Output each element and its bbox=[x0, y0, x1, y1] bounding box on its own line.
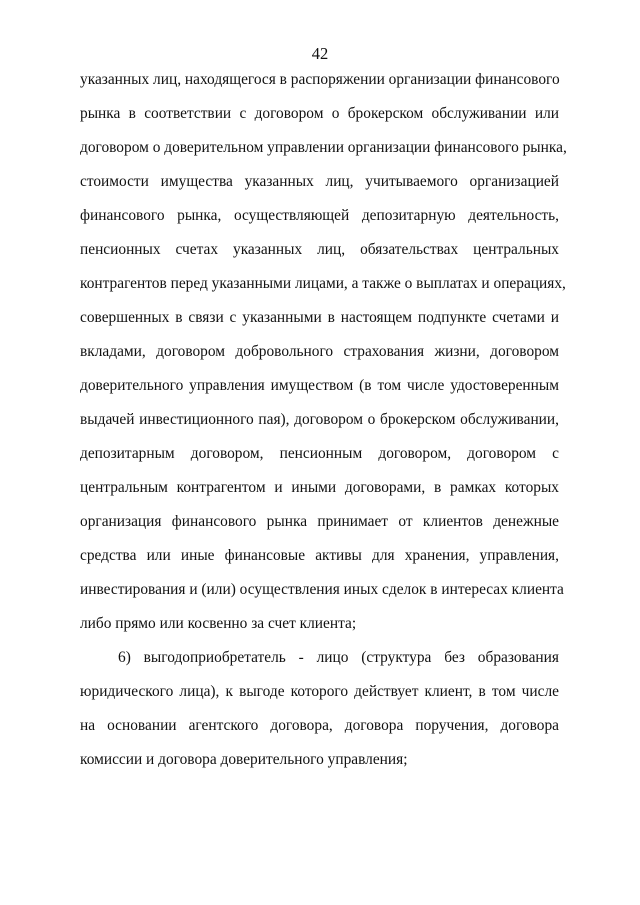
paragraph-2 bbox=[80, 644, 559, 780]
text-line: доверительного управления имуществом (в том числе удостоверенным bbox=[80, 377, 559, 394]
text-line: центральным контрагентом и иными договорами, в рамках которых bbox=[80, 479, 559, 496]
text-line: выдачей инвестиционного пая), договором о брокерском обслуживании, bbox=[80, 411, 559, 428]
text-line: контрагентов перед указанными лицами, а также о выплатах и операциях, bbox=[80, 275, 566, 292]
text-line: вкладами, договором добровольного страхования жизни, договором bbox=[80, 343, 559, 360]
text-line: юридического лица), к выгоде которого действует клиент, в том числе bbox=[80, 683, 559, 700]
text-line: комиссии и договора доверительного управления; bbox=[80, 751, 408, 768]
text-line: договором о доверительном управлении организации финансового рынка, bbox=[80, 139, 567, 156]
text-line: пенсионных счетах указанных лиц, обязательствах центральных bbox=[80, 241, 559, 258]
text-line: стоимости имущества указанных лиц, учитываемого организацией bbox=[80, 173, 559, 190]
text-line: указанных лиц, находящегося в распоряжении организации финансового bbox=[80, 71, 560, 88]
text-line: либо прямо или косвенно за счет клиента; bbox=[80, 615, 357, 632]
paragraph-1 bbox=[80, 66, 567, 644]
body-text bbox=[80, 66, 567, 780]
text-line: средства или иные финансовые активы для хранения, управления, bbox=[80, 547, 559, 564]
page-number: 42 bbox=[311, 44, 329, 63]
text-line: 6) выгодоприобретатель - лицо (структура без образования bbox=[118, 649, 559, 666]
text-line: рынка в соответствии с договором о брокерском обслуживании или bbox=[80, 105, 559, 122]
text-line: на основании агентского договора, договора поручения, договора bbox=[80, 717, 559, 734]
text-line: депозитарным договором, пенсионным договором, договором с bbox=[80, 445, 559, 462]
text-line: инвестирования и (или) осуществления иных сделок в интересах клиента bbox=[80, 581, 564, 598]
text-line: финансового рынка, осуществляющей депозитарную деятельность, bbox=[80, 207, 559, 224]
text-line: совершенных в связи с указанными в настоящем подпункте счетами и bbox=[80, 309, 559, 326]
text-line: организация финансового рынка принимает от клиентов денежные bbox=[80, 513, 559, 530]
